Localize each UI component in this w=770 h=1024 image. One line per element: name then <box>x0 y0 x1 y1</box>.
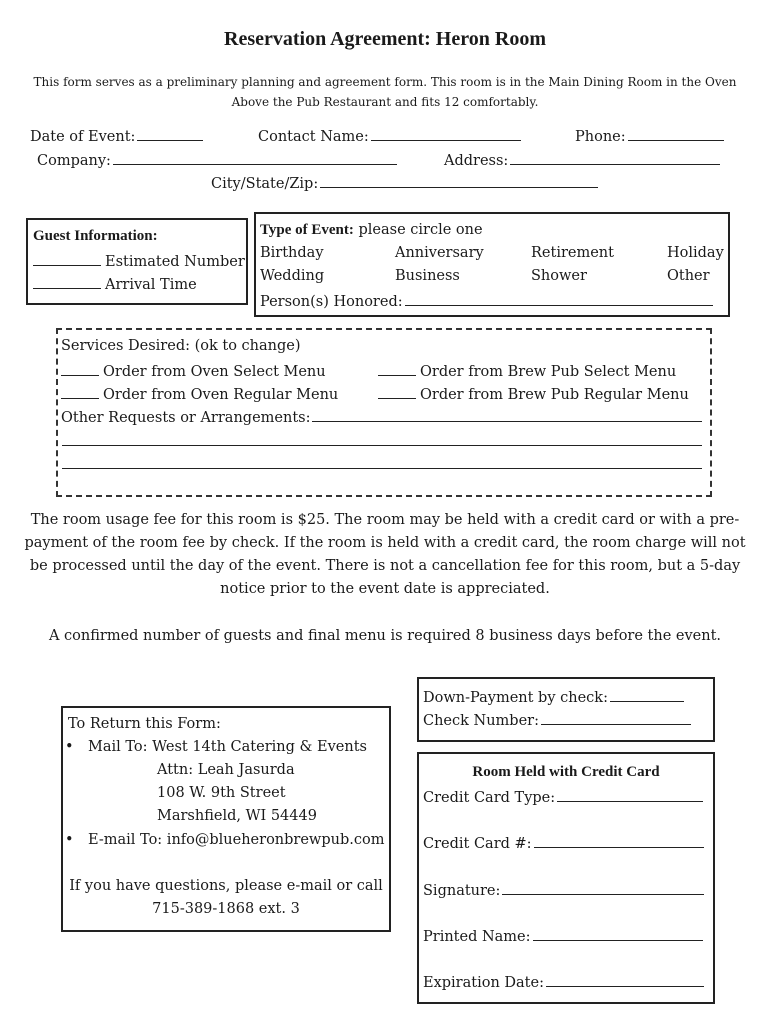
oven-regular-option[interactable] <box>61 384 338 403</box>
event-type-heading-row <box>260 222 483 239</box>
return-form-heading: To Return this Form: <box>68 716 221 732</box>
other-requests-line-3[interactable] <box>62 468 702 469</box>
page-title: Reservation Agreement: Heron Room <box>224 28 546 50</box>
event-type-instruction: please circle one <box>358 222 483 238</box>
printed-name-label: Printed Name: <box>423 929 531 945</box>
event-option-other[interactable]: Other <box>667 268 710 284</box>
contact-name-field[interactable] <box>258 126 521 145</box>
other-requests-label: Other Requests or Arrangements: <box>61 410 311 426</box>
event-option-wedding[interactable]: Wedding <box>260 268 325 284</box>
city-state-zip-field[interactable] <box>211 173 598 192</box>
other-requests-field[interactable] <box>61 407 702 426</box>
services-heading: Services Desired: (ok to change) <box>61 338 301 354</box>
arrival-time-label: Arrival Time <box>105 277 197 293</box>
contact-name-label: Contact Name: <box>258 129 369 145</box>
persons-honored-label: Person(s) Honored: <box>260 294 403 310</box>
brew-select-label: Order from Brew Pub Select Menu <box>420 364 677 380</box>
phone-label: Phone: <box>575 129 626 145</box>
event-option-retirement[interactable]: Retirement <box>531 245 614 261</box>
address-label: Address: <box>444 153 509 169</box>
event-option-anniversary[interactable]: Anniversary <box>395 245 484 261</box>
intro-text: This form serves as a preliminary planning and agreement form. This room is in the Main Dining Room in the Oven Above the Pub Restaurant and fits 12 comfortably. <box>33 75 737 109</box>
other-requests-line-2[interactable] <box>62 445 702 446</box>
oven-select-label: Order from Oven Select Menu <box>103 364 326 380</box>
company-field[interactable] <box>37 150 397 169</box>
card-type-label: Credit Card Type: <box>423 790 556 806</box>
signature-field[interactable] <box>423 880 704 899</box>
email-text: E-mail To: info@blueheronbrewpub.com <box>88 832 385 848</box>
credit-card-box <box>417 752 715 1004</box>
signature-label: Signature: <box>423 883 501 899</box>
event-option-business[interactable]: Business <box>395 268 460 284</box>
guest-info-box <box>26 218 248 305</box>
return-form-box <box>61 706 391 932</box>
credit-card-heading: Room Held with Credit Card <box>472 764 660 780</box>
down-payment-box <box>417 677 715 742</box>
fee-paragraph: The room usage fee for this room is $25. The room may be held with a credit card or with a pre-payment of the room fee by check. If the room is held with a credit card, the room charge will not be processed until the day of the event. There is not a cancellation fee for this room, but a 5-day notice prior to the event date is appreciated. <box>24 512 746 597</box>
confirm-paragraph: A confirmed number of guests and final menu is required 8 business days before the event. <box>48 628 722 644</box>
card-type-field[interactable] <box>423 787 703 806</box>
date-of-event-label: Date of Event: <box>30 129 136 145</box>
date-of-event-field[interactable] <box>30 126 203 145</box>
event-type-heading: Type of Event: <box>260 222 354 238</box>
brew-regular-option[interactable] <box>378 384 689 403</box>
oven-select-option[interactable] <box>61 361 326 380</box>
attn-text: Attn: Leah Jasurda <box>157 762 295 778</box>
oven-regular-label: Order from Oven Regular Menu <box>103 387 339 403</box>
card-number-field[interactable] <box>423 833 704 852</box>
card-number-label: Credit Card #: <box>423 836 532 852</box>
persons-honored-field[interactable] <box>260 291 713 310</box>
mail-to-text: Mail To: West 14th Catering & Events <box>88 739 367 755</box>
contact-phone: 715-389-1868 ext. 3 <box>152 901 300 917</box>
printed-name-field[interactable] <box>423 926 703 945</box>
city-state-zip-label: City/State/Zip: <box>211 176 319 192</box>
event-option-holiday[interactable]: Holiday <box>667 245 724 261</box>
brew-regular-label: Order from Brew Pub Regular Menu <box>420 387 689 403</box>
expiration-label: Expiration Date: <box>423 975 544 991</box>
city-text: Marshfield, WI 54449 <box>157 808 317 824</box>
expiration-field[interactable] <box>423 972 704 991</box>
questions-text: If you have questions, please e-mail or call <box>69 878 383 894</box>
event-option-birthday[interactable]: Birthday <box>260 245 324 261</box>
company-label: Company: <box>37 153 111 169</box>
phone-field[interactable] <box>575 126 724 145</box>
estimated-number-label: Estimated Number <box>105 254 245 270</box>
check-number-label: Check Number: <box>423 713 539 729</box>
bullet-icon: • <box>65 739 74 755</box>
event-type-box <box>254 212 730 317</box>
services-box <box>56 328 712 497</box>
address-field[interactable] <box>444 150 720 169</box>
street-text: 108 W. 9th Street <box>157 785 286 801</box>
arrival-time-field[interactable] <box>33 274 197 293</box>
down-payment-label: Down-Payment by check: <box>423 690 608 706</box>
estimated-number-field[interactable] <box>33 251 245 270</box>
check-number-field[interactable] <box>423 710 691 729</box>
bullet-icon: • <box>65 832 74 848</box>
event-option-shower[interactable]: Shower <box>531 268 587 284</box>
down-payment-field[interactable] <box>423 687 684 706</box>
brew-select-option[interactable] <box>378 361 676 380</box>
guest-info-heading: Guest Information: <box>33 228 158 244</box>
